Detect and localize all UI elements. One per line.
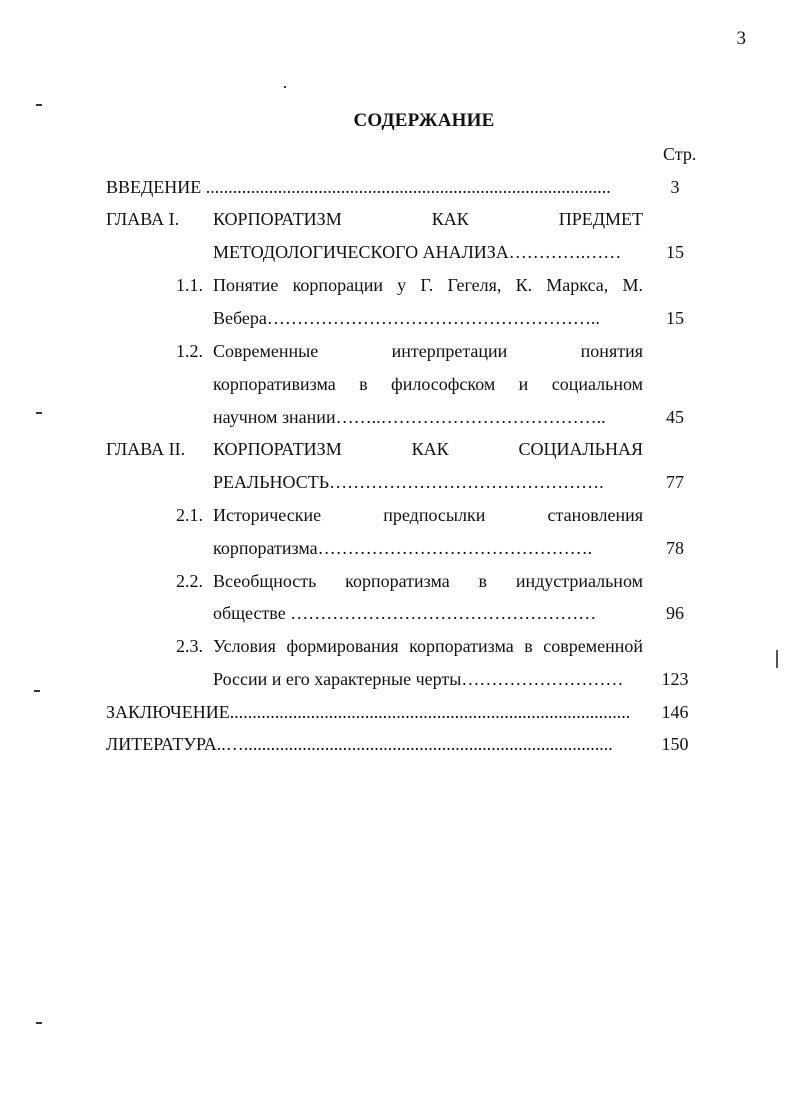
toc-section-2-3-line2: России и его характерные черты………………………: [213, 669, 624, 689]
toc-section-2-2-line1: Всеобщность корпоратизма в индустриальном: [213, 571, 643, 591]
scan-speck: [284, 86, 286, 88]
toc-section-1-2-line2: корпоративизма в философском и социальном: [213, 374, 643, 394]
scan-speck: [34, 690, 40, 692]
toc-chapter1-word: КАК: [431, 209, 469, 229]
toc-section-1-2-word: интерпретации: [391, 341, 508, 361]
toc-page-intro: 3: [670, 177, 680, 197]
toc-page-section-2-1: 78: [666, 538, 684, 558]
toc-entry-literature: ЛИТЕРАТУРА..…..................................................................................: [106, 734, 613, 754]
toc-chapter1-word: КОРПОРАТИЗМ: [213, 209, 342, 229]
toc-section-1-1-line1: Понятие корпорации у Г. Гегеля, К. Маркса, М.: [213, 275, 643, 295]
toc-section-2-1-word: предпосылки: [383, 505, 486, 525]
toc-page-chapter2: 77: [666, 472, 684, 492]
toc-chapter2-word: КОРПОРАТИЗМ: [213, 439, 342, 459]
toc-chapter2-word: КАК: [411, 439, 449, 459]
toc-section-1-2-word: Современные: [213, 341, 319, 361]
toc-page-section-2-3: 123: [661, 669, 689, 689]
toc-section-1-2-line3: научном знании……..………………………………..: [213, 407, 606, 427]
toc-page-section-1-1: 15: [666, 308, 684, 328]
scan-speck: [36, 104, 42, 106]
toc-section-2-3-line1: Условия формирования корпоратизма в современной: [213, 636, 643, 656]
toc-section-number-2-2: 2.2.: [176, 571, 203, 591]
page-column-header: Стр.: [663, 144, 697, 164]
toc-chapter2-title-line1: [213, 439, 643, 461]
toc-section-number-2-1: 2.1.: [176, 505, 203, 525]
toc-chapter1-word: ПРЕДМЕТ: [558, 209, 643, 229]
toc-chapter1-title-line2: МЕТОДОЛОГИЧЕСКОГО АНАЛИЗА………….……: [213, 242, 622, 262]
toc-chapter2-word: СОЦИАЛЬНАЯ: [518, 439, 643, 459]
toc-page-literature: 150: [661, 734, 689, 754]
toc-section-1-2-word: понятия: [580, 341, 643, 361]
page-number: 3: [736, 28, 746, 49]
toc-section-2-1-word: Исторические: [213, 505, 322, 525]
toc-chapter2-title-line2: РЕАЛЬНОСТЬ……………………………………….: [213, 472, 604, 492]
toc-entry-intro: ВВЕДЕНИЕ ..........................................................................................: [106, 177, 611, 197]
toc-section-1-2-line1: [213, 341, 643, 363]
toc-section-number-2-3: 2.3.: [176, 636, 203, 656]
scan-speck: [36, 1022, 42, 1024]
toc-entry-conclusion: ЗАКЛЮЧЕНИЕ.........................................................................................: [106, 702, 631, 722]
toc-chapter2-label: ГЛАВА II.: [106, 439, 186, 459]
toc-chapter1-label: ГЛАВА I.: [106, 209, 180, 229]
toc-section-2-2-line2: обществе ……………………………………………: [213, 603, 597, 623]
toc-section-2-1-line2: корпоратизма……………………………………….: [213, 538, 593, 558]
toc-chapter1-title-line1: [213, 209, 643, 231]
scan-speck: [776, 650, 778, 668]
toc-section-2-1-line1: [213, 505, 643, 527]
toc-page-conclusion: 146: [661, 702, 689, 722]
toc-section-1-1-line2: Вебера………………………………………………..: [213, 308, 600, 328]
toc-section-number-1-1: 1.1.: [176, 275, 203, 295]
toc-section-2-1-word: становления: [547, 505, 643, 525]
toc-page-section-2-2: 96: [666, 603, 684, 623]
toc-page-section-1-2: 45: [666, 407, 684, 427]
toc-section-number-1-2: 1.2.: [176, 341, 203, 361]
page-title: СОДЕРЖАНИЕ: [353, 110, 495, 131]
scan-speck: [36, 412, 42, 414]
toc-page-chapter1: 15: [666, 242, 684, 262]
